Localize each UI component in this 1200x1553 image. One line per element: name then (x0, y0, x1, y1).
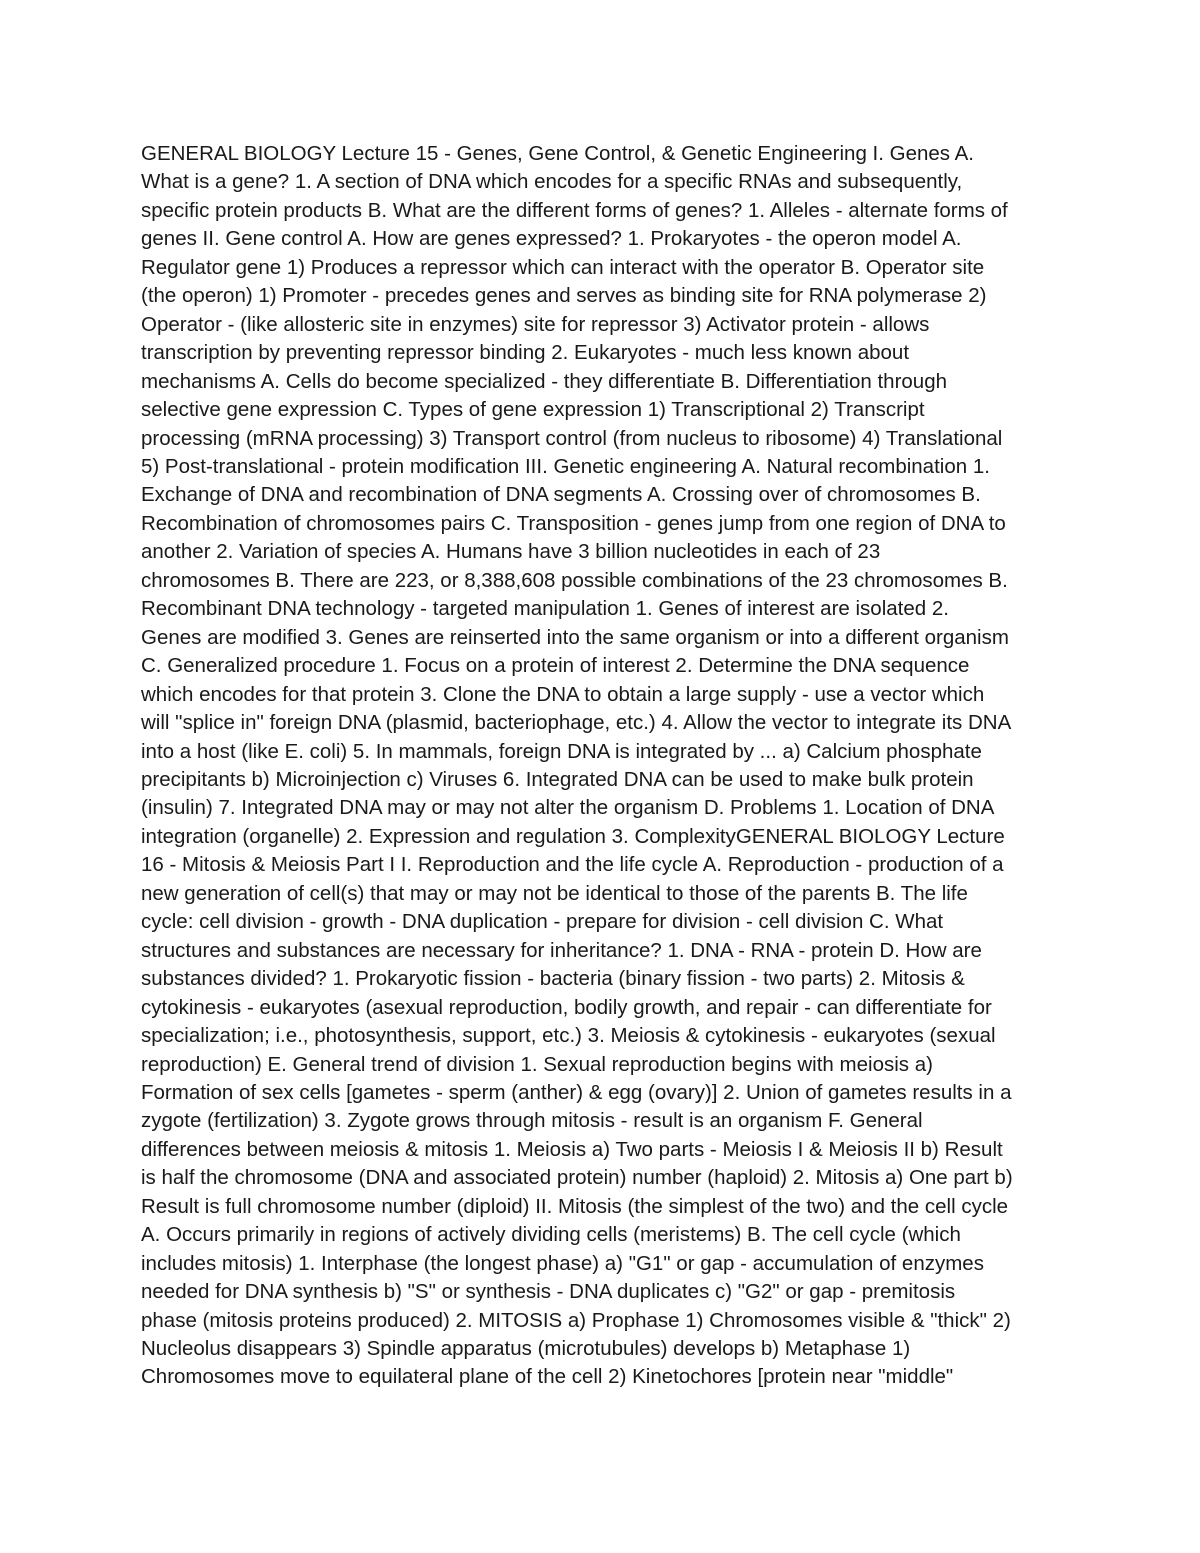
text-line: selective gene expression C. Types of gene expression 1) Transcriptional 2) Transcript (141, 398, 925, 422)
text-line: substances divided? 1. Prokaryotic fission - bacteria (binary fission - two parts) 2. Mitosis & (141, 967, 965, 991)
text-line: will "splice in" foreign DNA (plasmid, bacteriophage, etc.) 4. Allow the vector to integrate its DNA (141, 711, 1012, 735)
text-line: new generation of cell(s) that may or may not be identical to those of the parents B. The life (141, 881, 968, 905)
text-line: structures and substances are necessary for inheritance? 1. DNA - RNA - protein D. How are (141, 938, 982, 962)
text-line: Chromosomes move to equilateral plane of the cell 2) Kinetochores [protein near "middle" (141, 1365, 954, 1389)
text-line: (insulin) 7. Integrated DNA may or may not alter the organism D. Problems 1. Location of DNA (141, 796, 995, 820)
text-line: Nucleolus disappears 3) Spindle apparatus (microtubules) develops b) Metaphase 1) (141, 1337, 911, 1361)
text-line: which encodes for that protein 3. Clone the DNA to obtain a large supply - use a vector which (141, 682, 985, 706)
text-line: Genes are modified 3. Genes are reinserted into the same organism or into a different organism (141, 625, 1009, 649)
text-line: phase (mitosis proteins produced) 2. MITOSIS a) Prophase 1) Chromosomes visible & "thick" 2) (141, 1308, 1011, 1332)
text-line: Exchange of DNA and recombination of DNA segments A. Crossing over of chromosomes B. (141, 483, 981, 507)
text-line: genes II. Gene control A. How are genes expressed? 1. Prokaryotes - the operon model A. (141, 227, 962, 251)
text-line: 16 - Mitosis & Meiosis Part I I. Reproduction and the life cycle A. Reproduction - production of a (141, 853, 1004, 877)
text-line: transcription by preventing repressor binding 2. Eukaryotes - much less known about (141, 341, 910, 365)
text-line: cycle: cell division - growth - DNA duplication - prepare for division - cell division C. What (141, 910, 944, 934)
text-line: What is a gene? 1. A section of DNA which encodes for a specific RNAs and subsequently, (141, 170, 963, 194)
text-line: specialization; i.e., photosynthesis, support, etc.) 3. Meiosis & cytokinesis - eukaryotes (sexual (141, 1024, 996, 1048)
text-line: Regulator gene 1) Produces a repressor which can interact with the operator B. Operator site (141, 255, 985, 279)
text-line: needed for DNA synthesis b) "S" or synthesis - DNA duplicates c) "G2" or gap - premitosis (141, 1280, 956, 1304)
text-line: mechanisms A. Cells do become specialized - they differentiate B. Differentiation through (141, 369, 948, 393)
text-line: cytokinesis - eukaryotes (asexual reproduction, bodily growth, and repair - can differentiate for (141, 995, 992, 1019)
text-line: reproduction) E. General trend of division 1. Sexual reproduction begins with meiosis a) (141, 1052, 933, 1076)
text-line: A. Occurs primarily in regions of actively dividing cells (meristems) B. The cell cycle (which (141, 1223, 961, 1247)
text-line: GENERAL BIOLOGY Lecture 15 - Genes, Gene Control, & Genetic Engineering I. Genes A. (141, 142, 974, 165)
text-line: Formation of sex cells [gametes - sperm (anther) & egg (ovary)] 2. Union of gametes results in a (141, 1080, 1012, 1104)
text-line: is half the chromosome (DNA and associated protein) number (haploid) 2. Mitosis a) One part b) (141, 1166, 1013, 1190)
text-line: Operator - (like allosteric site in enzymes) site for repressor 3) Activator protein - allows (141, 312, 930, 336)
text-line: zygote (fertilization) 3. Zygote grows through mitosis - result is an organism F. General (141, 1109, 923, 1133)
text-line: Recombination of chromosomes pairs C. Transposition - genes jump from one region of DNA to (141, 511, 1006, 535)
text-line: includes mitosis) 1. Interphase (the longest phase) a) "G1" or gap - accumulation of enzymes (141, 1251, 984, 1275)
text-line: another 2. Variation of species A. Humans have 3 billion nucleotides in each of 23 (141, 540, 881, 564)
text-line: 5) Post-translational - protein modification III. Genetic engineering A. Natural recombination 1. (141, 454, 990, 478)
text-line: chromosomes B. There are 223, or 8,388,608 possible combinations of the 23 chromosomes B. (141, 568, 1008, 592)
text-line: Result is full chromosome number (diploid) II. Mitosis (the simplest of the two) and the cell cycle (141, 1194, 1009, 1218)
text-line: into a host (like E. coli) 5. In mammals, foreign DNA is integrated by ... a) Calcium phosphate (141, 739, 982, 763)
text-line: (the operon) 1) Promoter - precedes genes and serves as binding site for RNA polymerase 2) (141, 284, 987, 308)
document-body (141, 140, 1071, 1392)
text-line: differences between meiosis & mitosis 1. Meiosis a) Two parts - Meiosis I & Meiosis II b) Result (141, 1137, 1003, 1161)
text-line: integration (organelle) 2. Expression and regulation 3. ComplexityGENERAL BIOLOGY Lecture (141, 824, 1005, 848)
text-line: C. Generalized procedure 1. Focus on a protein of interest 2. Determine the DNA sequence (141, 654, 970, 678)
text-line: processing (mRNA processing) 3) Transport control (from nucleus to ribosome) 4) Translational (141, 426, 1003, 450)
text-line: Recombinant DNA technology - targeted manipulation 1. Genes of interest are isolated 2. (141, 597, 949, 621)
text-line: specific protein products B. What are the different forms of genes? 1. Alleles - alternate forms of (141, 198, 1008, 222)
text-line: precipitants b) Microinjection c) Viruses 6. Integrated DNA can be used to make bulk protein (141, 767, 974, 791)
